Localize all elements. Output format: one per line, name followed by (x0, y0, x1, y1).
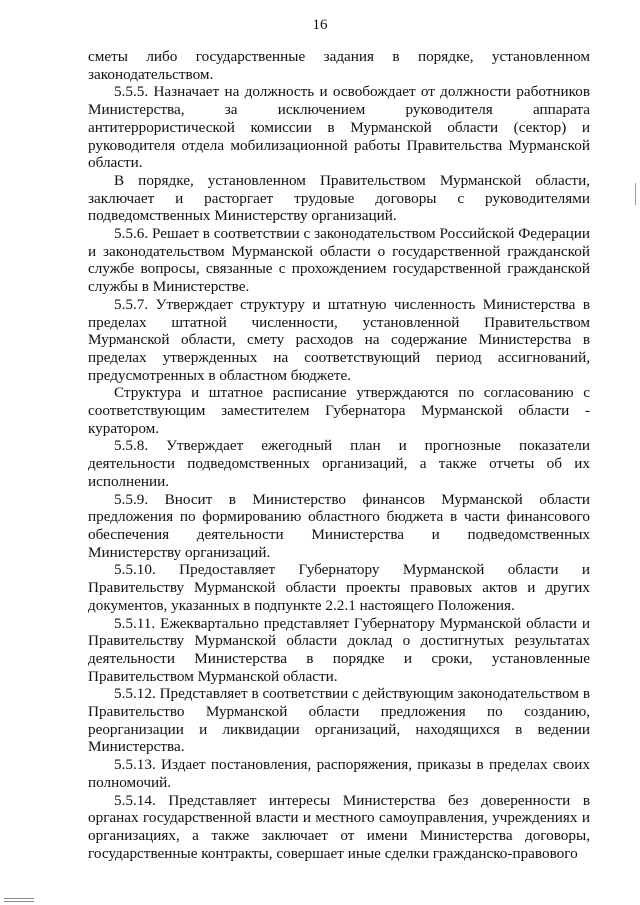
paragraph-5-5-14: 5.5.14. Представляет интересы Министерства без доверенности в органах государственной власти и местного самоуправления, учреждениях и организациях, а также заключает от имени Министерства договоры, государственные контракты, совершает иные сделки гражданско-правового (88, 791, 590, 862)
paragraph-5-5-5-contracts: В порядке, установленном Правительством Мурманской области, заключает и расторгает трудовые договоры с руководителями подведомственных Министерству организаций. (88, 171, 590, 225)
page-number: 16 (312, 17, 328, 33)
paragraph-5-5-9: 5.5.9. Вносит в Министерство финансов Мурманской области предложения по формированию областного бюджета в части финансового обеспечения деятельности Министерства и подведомственных Министерству организаций. (88, 490, 590, 561)
paragraph-5-5-5: 5.5.5. Назначает на должность и освобождает от должности работников Министерства, за исключением руководителя аппарата антитеррористической комиссии в Мурманской области (сектор) и руководителя отдела мобилизационной работы Правительства Мурманской области. (88, 83, 590, 172)
paragraph-continuation: сметы либо государственные задания в порядке, установленном законодательством. (88, 48, 590, 83)
scan-corner-mark (4, 898, 34, 902)
paragraph-5-5-6: 5.5.6. Решает в соответствии с законодательством Российской Федерации и законодательством Мурманской области о государственной гражданской службе вопросы, связанные с прохождением государственной гражданской службы в Министерстве. (88, 225, 590, 296)
paragraph-5-5-12: 5.5.12. Представляет в соответствии с действующим законодательством в Правительство Мурманской области предложения по созданию, реорганизации и ликвидации организаций, находящихся в ведении Министерства. (88, 685, 590, 756)
paragraph-5-5-13: 5.5.13. Издает постановления, распоряжения, приказы в пределах своих полномочий. (88, 756, 590, 791)
paragraph-5-5-11: 5.5.11. Ежеквартально представляет Губернатору Мурманской области и Правительству Мурманской области доклад о достигнутых результатах деятельности Министерства в порядке и сроки, установленные Правительством Мурманской области. (88, 614, 590, 685)
scan-edge-mark (635, 183, 636, 205)
document-body (88, 48, 590, 862)
paragraph-5-5-7: 5.5.7. Утверждает структуру и штатную численность Министерства в пределах штатной численности, установленной Правительством Мурманской области, смету расходов на содержание Министерства в пределах утвержденных на соответствующий период ассигнований, предусмотренных в областном бюджете. (88, 295, 590, 384)
paragraph-5-5-7-structure: Структура и штатное расписание утверждаются по согласованию с соответствующим заместителем Губернатора Мурманской области - куратором. (88, 384, 590, 437)
paragraph-5-5-10: 5.5.10. Предоставляет Губернатору Мурманской области и Правительству Мурманской области проекты правовых актов и других документов, указанных в подпункте 2.2.1 настоящего Положения. (88, 561, 590, 614)
paragraph-5-5-8: 5.5.8. Утверждает ежегодный план и прогнозные показатели деятельности подведомственных организаций, а также отчеты об их исполнении. (88, 437, 590, 490)
